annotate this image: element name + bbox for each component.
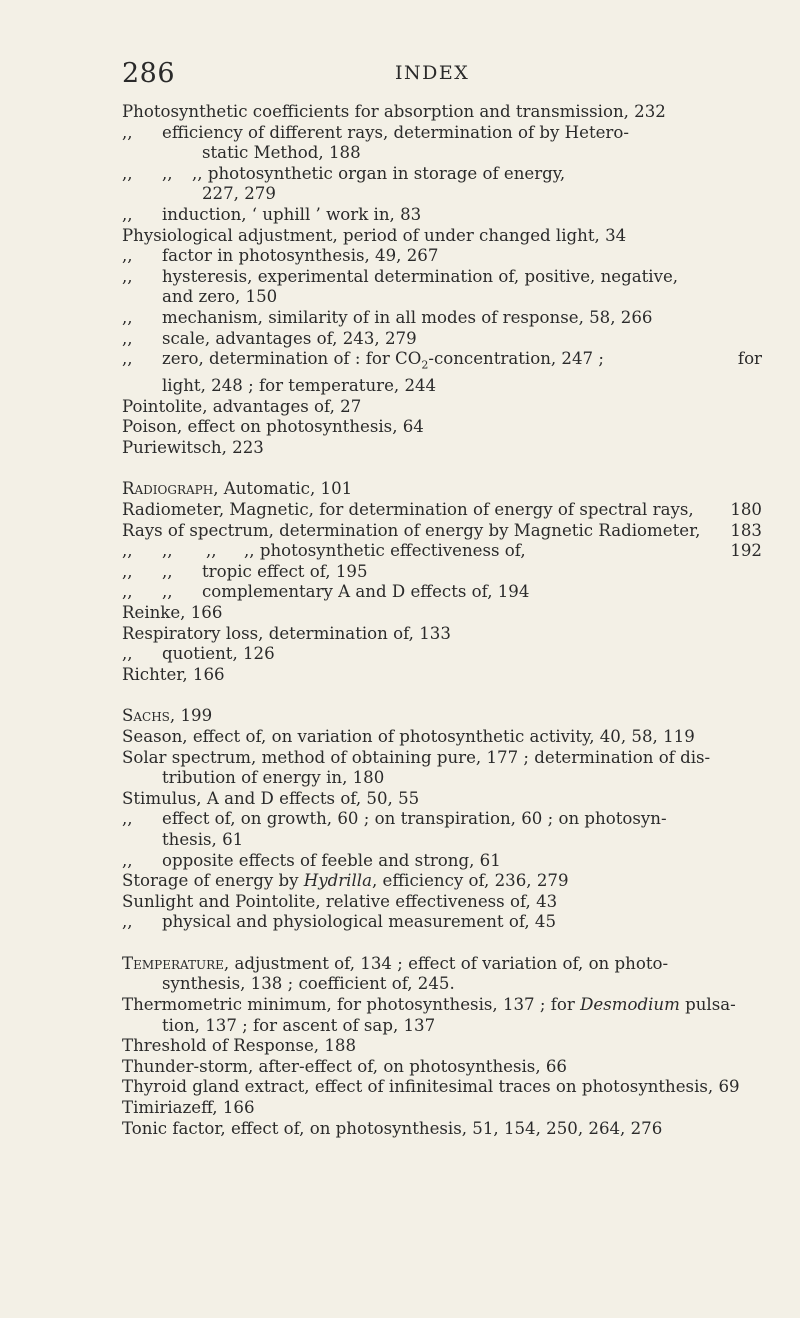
ditto-mark: ,,: [122, 204, 133, 224]
index-subentry: ,, physical and physiological measurement of, 45: [122, 912, 557, 932]
index-entry: Thunder-storm, after-effect of, on photosynthesis, 66: [122, 1056, 567, 1076]
ditto-mark: ,,: [122, 328, 133, 348]
index-entries: [122, 102, 762, 1139]
ditto-mark: ,,: [122, 122, 133, 142]
index-continuation: tribution of energy in, 180: [162, 768, 385, 788]
index-entry: Reinke, 166: [122, 602, 223, 622]
index-subentry: ,, effect of, on growth, 60 ; on transpiration, 60 ; on photosyn-: [122, 809, 667, 829]
ditto-mark: ,,: [122, 163, 133, 183]
index-entry: Radiometer, Magnetic, for determination of energy of spectral rays, 180: [122, 500, 762, 519]
page-number: 286: [122, 58, 176, 89]
index-entry: Richter, 166: [122, 664, 225, 684]
ditto-mark: ,,: [122, 850, 133, 870]
ditto-mark: ,,: [122, 541, 133, 561]
index-entry: Threshold of Response, 188: [122, 1036, 356, 1056]
index-entry: Sachs, 199: [122, 706, 213, 726]
ditto-mark: ,,: [122, 246, 133, 266]
ditto-mark: ,,: [162, 541, 173, 561]
index-subentry: ,, hysteresis, experimental determination of, positive, negative,: [122, 266, 679, 286]
ditto-mark: ,,: [162, 561, 173, 581]
index-entry: Pointolite, advantages of, 27: [122, 396, 362, 416]
index-group-r: [122, 479, 762, 685]
index-continuation: static Method, 188: [202, 143, 361, 163]
index-entry: Physiological adjustment, period of under changed light, 34: [122, 225, 627, 245]
index-entry: Thermometric minimum, for photosynthesis, 137 ; for Desmodium pulsa-: [122, 995, 736, 1015]
index-subentry: ,, ,, ,, ,, photosynthetic effectiveness of, 192: [122, 541, 762, 561]
index-entry: Solar spectrum, method of obtaining pure, 177 ; determination of dis-: [122, 747, 711, 767]
index-subentry: ,, quotient, 126: [122, 644, 275, 664]
index-entry: Tonic factor, effect of, on photosynthesis, 51, 154, 250, 264, 276: [122, 1118, 663, 1138]
index-entry: Timiriazeff, 166: [122, 1098, 255, 1118]
ditto-mark: ,,: [122, 266, 133, 286]
index-entry: Respiratory loss, determination of, 133: [122, 623, 451, 643]
index-continuation: tion, 137 ; for ascent of sap, 137: [162, 1015, 436, 1035]
index-entry: Stimulus, A and D effects of, 50, 55: [122, 788, 420, 808]
index-entry: Puriewitsch, 223: [122, 437, 264, 457]
index-subentry: ,, ,, complementary A and D effects of, 194: [122, 582, 530, 602]
ditto-mark: ,,: [122, 582, 133, 602]
index-group-s: [122, 706, 762, 933]
index-continuation: light, 248 ; for temperature, 244: [162, 376, 437, 396]
index-group-t: [122, 954, 762, 1139]
index-group-p: [122, 102, 762, 458]
index-entry: Rays of spectrum, determination of energy by Magnetic Radiometer, 183: [122, 520, 762, 540]
ditto-mark: ,,: [122, 912, 133, 932]
index-entry: Season, effect of, on variation of photosynthetic activity, 40, 58, 119: [122, 726, 695, 746]
index-continuation: thesis, 61: [162, 829, 244, 849]
index-subentry: ,, mechanism, similarity of in all modes of response, 58, 266: [122, 307, 653, 327]
index-continuation: synthesis, 138 ; coefficient of, 245.: [162, 974, 455, 994]
index-entry: Photosynthetic coefficients for absorption and transmission, 232: [122, 102, 666, 121]
index-subentry: ,, ,, tropic effect of, 195: [122, 561, 368, 581]
index-subentry: ,, ,, ,, photosynthetic organ in storage of energy,: [122, 163, 566, 183]
index-entry: Storage of energy by Hydrilla, efficiency of, 236, 279: [122, 871, 569, 891]
index-subentry: ,, induction, ‘ uphill ’ work in, 83: [122, 204, 422, 224]
ditto-mark: ,,: [122, 307, 133, 327]
ditto-mark: ,,: [122, 809, 133, 829]
index-subentry: ,, factor in photosynthesis, 49, 267: [122, 246, 439, 266]
index-continuation: 227, 279: [202, 184, 276, 204]
index-entry: Radiograph, Automatic, 101: [122, 479, 353, 499]
index-continuation: and zero, 150: [162, 287, 278, 307]
index-subentry: ,, efficiency of different rays, determination of by Hetero-: [122, 122, 629, 142]
index-entry: Temperature, adjustment of, 134 ; effect of variation of, on photo-: [122, 953, 669, 973]
ditto-mark: ,,: [206, 541, 217, 561]
ditto-mark: ,,: [122, 349, 133, 369]
ditto-mark: ,,: [122, 561, 133, 581]
page-title: INDEX: [395, 62, 470, 84]
ditto-mark: ,,: [122, 644, 133, 664]
index-entry: Poison, effect on photosynthesis, 64: [122, 417, 424, 437]
index-subentry: ,, zero, determination of : for $CO_2$-concentration, 247 ; for: [122, 349, 762, 372]
index-entry: Thyroid gland extract, effect of infinitesimal traces on photosynthesis, 69: [122, 1077, 740, 1097]
index-subentry: ,, scale, advantages of, 243, 279: [122, 328, 417, 348]
ditto-mark: ,,: [162, 163, 173, 183]
index-subentry: ,, opposite effects of feeble and strong, 61: [122, 850, 501, 870]
ditto-mark: ,,: [162, 582, 173, 602]
index-entry: Sunlight and Pointolite, relative effectiveness of, 43: [122, 891, 558, 911]
